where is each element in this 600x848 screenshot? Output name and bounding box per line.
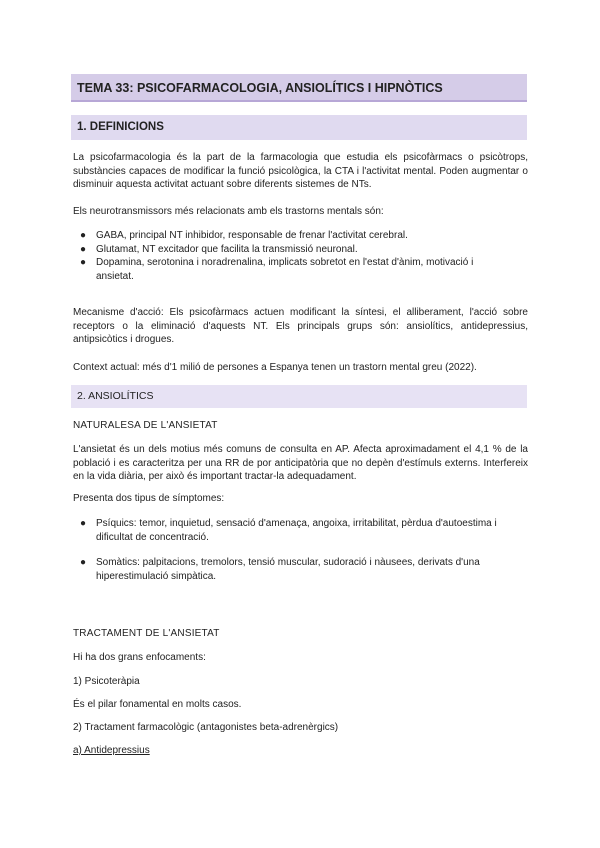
section-heading-ansiolitics: 2. ANSIOLÍTICS	[71, 385, 527, 408]
subheading-naturalesa: NATURALESA DE L'ANSIETAT	[73, 420, 218, 431]
symptoms-list	[73, 517, 528, 583]
context-paragraph: Context actual: més d'1 milió de persones a Espanya tenen un trastorn mental greu (2022).	[73, 362, 477, 373]
list-item: ● Dopamina, serotonina i noradrenalina, implicats sobretot en l'estat d'ànim, motivació i ansietat.	[80, 257, 474, 282]
neurotransmitter-list	[73, 229, 528, 283]
treatment-intro: Hi ha dos grans enfocaments:	[73, 652, 206, 663]
option-farmacologic: 2) Tractament farmacològic (antagonistes beta-adrenèrgics)	[73, 722, 339, 733]
section-heading-definicions: 1. DEFINICIONS	[71, 115, 527, 140]
bullet-icon: ●	[80, 257, 87, 268]
subheading-tractament: TRACTAMENT DE L'ANSIETAT	[73, 628, 220, 639]
list-item: ● Psíquics: temor, inquietud, sensació d'amenaça, angoixa, irritabilitat, pèrdua d'autoestima i dificultat de concentració.	[80, 518, 497, 543]
option-psicoterapia-text: És el pilar fonamental en molts casos.	[73, 699, 242, 710]
bullet-icon: ●	[80, 230, 87, 241]
subitem-antidepressius: a) Antidepressius	[73, 745, 150, 756]
mechanism-paragraph: Mecanisme d'acció: Els psicofàrmacs actuen modificant la síntesi, el alliberament, l'acció sobre receptors o la eliminació d'aquests NT. Els principals grups són: ansiolítics, antidepressius, antipsicòtics i drogues.	[73, 307, 528, 345]
list-item: ● GABA, principal NT inhibidor, responsable de frenar l'activitat cerebral.	[80, 230, 408, 241]
symptoms-intro: Presenta dos tipus de símptomes:	[73, 493, 225, 504]
neurotransmitters-intro: Els neurotransmissors més relacionats amb els trastorns mentals són:	[73, 206, 384, 217]
definition-paragraph: La psicofarmacologia és la part de la farmacologia que estudia els psicofàrmacs o psicòtrops, substàncies capaces de modificar la funció psicològica, la CTA i l'activitat mental. Poden augmentar o disminuir aquesta activitat actuant sobre diferents sistemes de NTs.	[73, 152, 528, 190]
bullet-icon: ●	[80, 243, 87, 255]
bullet-icon: ●	[80, 518, 87, 529]
list-item: ● Glutamat, NT excitador que facilita la transmissió neuronal.	[80, 243, 358, 255]
anxiety-nature-paragraph: L'ansietat és un dels motius més comuns de consulta en AP. Afecta aproximadament el 4,1 % de la població i es caracteritza per una RR de por anticipatòria que no depèn d'estímuls externs. Interfereix en la vida diària, per això és important tractar-la adequadament.	[73, 444, 528, 482]
bullet-icon: ●	[80, 557, 87, 568]
option-psicoterapia: 1) Psicoteràpia	[73, 676, 140, 687]
list-item: ● Somàtics: palpitacions, tremolors, tensió muscular, sudoració i nàusees, derivats d'una hiperestimulació simpàtica.	[80, 557, 480, 582]
document-title: TEMA 33: PSICOFARMACOLOGIA, ANSIOLÍTICS I HIPNÒTICS	[71, 74, 527, 102]
